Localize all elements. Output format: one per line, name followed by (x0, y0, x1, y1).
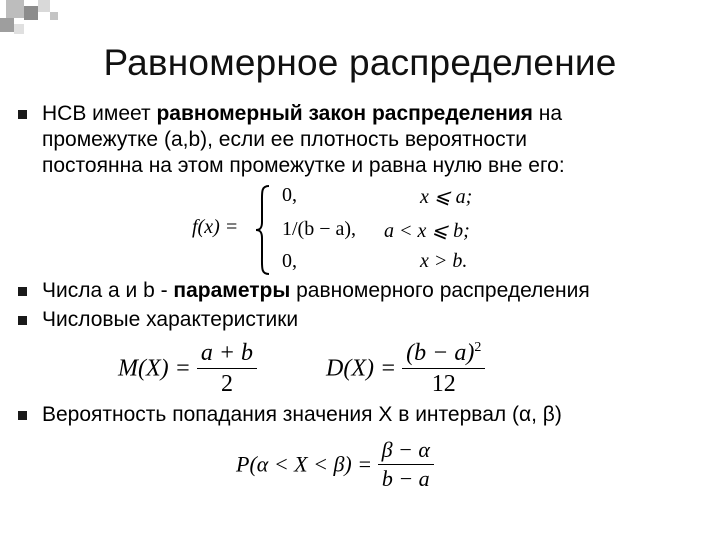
decor-square (6, 0, 24, 18)
bullet-definition-line1: НСВ имеет равномерный закон распределения на (42, 102, 563, 125)
bullet-marker (18, 316, 27, 325)
decor-square (24, 6, 38, 20)
variance-lhs: D(X) = (326, 355, 397, 382)
mean-lhs: M(X) = (118, 355, 191, 382)
bullet-marker (18, 411, 27, 420)
variance-exponent: 2 (474, 340, 482, 355)
density-row3-cond: x > b. (420, 250, 468, 272)
mean-fraction (197, 340, 257, 398)
bullet-probability: Вероятность попадания значения X в интервал (α, β) (42, 403, 562, 426)
decor-square (0, 18, 14, 32)
variance-denominator: 12 (431, 371, 456, 398)
density-row3-value: 0, (282, 250, 297, 272)
bullet-marker (18, 110, 27, 119)
bullet-definition-line3: постоянна на этом промежутке и равна нулю вне его: (42, 154, 565, 177)
density-row1-cond: x ⩽ a; (420, 186, 473, 208)
density-row1-value: 0, (282, 184, 297, 206)
decor-square (14, 24, 24, 34)
bullet-marker (18, 287, 27, 296)
bullet-definition-line2: промежутке (a,b), если ее плотность вероятности (42, 128, 527, 151)
probability-lhs: P(α < X < β) = (236, 451, 373, 477)
mean-numerator: a + b (197, 340, 257, 369)
density-row2-value: 1/(b − a), (282, 218, 357, 240)
probability-fraction (378, 438, 434, 491)
probability-denominator: b − a (381, 466, 430, 492)
density-row2-cond: a < x ⩽ b; (384, 220, 470, 242)
slide-title: Равномерное распределение (103, 42, 617, 83)
variance-formula (326, 340, 485, 398)
variance-numerator: $(b - a)^2$ (402, 340, 485, 369)
bullet-parameters: Числа a и b - параметры равномерного распределения (42, 279, 590, 302)
variance-fraction (402, 340, 485, 398)
density-lhs: f(x) = (192, 216, 239, 238)
bullet-definition (42, 101, 565, 179)
mean-formula (118, 340, 257, 398)
probability-numerator: β − α (378, 438, 434, 465)
mean-denominator: 2 (220, 371, 233, 398)
decor-square (38, 0, 50, 12)
density-formula (192, 182, 492, 278)
left-brace (254, 184, 272, 276)
probability-formula (236, 438, 434, 491)
decor-square (50, 12, 58, 20)
bullet-characteristics: Числовые характеристики (42, 308, 299, 331)
